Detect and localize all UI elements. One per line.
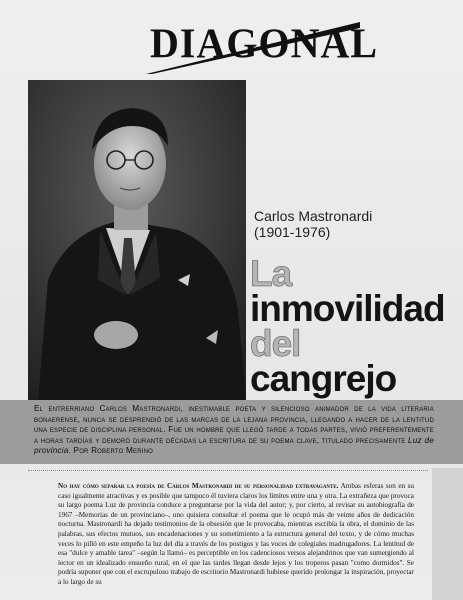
- masthead-title: DIAGONAL: [150, 19, 379, 68]
- headline-line-3: del: [250, 323, 301, 364]
- portrait-illustration: [28, 80, 246, 400]
- lead-byline: Por Roberto Merino: [73, 446, 153, 456]
- lead-paragraph: [34, 404, 434, 457]
- subject-name: Carlos Mastronardi: [254, 208, 373, 224]
- divider: [28, 470, 428, 472]
- adjacent-column-fragment: [432, 468, 463, 600]
- author-portrait-photo: [28, 80, 246, 400]
- headline-line-2: inmovilidad: [250, 288, 445, 329]
- headline: [250, 253, 445, 399]
- article-body: [58, 482, 414, 588]
- subject-caption: [254, 208, 372, 240]
- body-text: Ambas esferas son en su caso igualmente atractivas y es posible que tampoco él tuviera claros los límites entre una y otra. La extrañeza que provoca su largo poema Luz de provincia conduce a preguntarse por la vida del autor; y, por cierto, al revisar su autobiografía de 1967 –Memorias de un provinciano–, uno quisiera consultar el poema que le ocupó más de veinte años de dedicación nocturna. Mastronardi ha dejado testimonios de la obsesión que le provocaba, mientras escribía la obra, el dominio de las palabras, sus efectos mutuos, sus encadenaciones y su sometimiento a la estructura general del texto, y de cómo muchas veces lo pilló en este empeño la luz del día a través de los postigos y las voces de colegiales madrugadores. La lentitud de esa "dulce y amable tarea" –según la llamó– es perceptible en los cadenciosos versos alejandrinos que van sumergiendo al lector en un idealizado ensueño rural, en el que las tardes llegan desde lejos y los troperos pasan "como dormidos". Se podría suponer que con el escrupuloso trabajo de escritorio Mastronardi hubiese querido prolongar la inspiración, proyectar a lo largo de su: [58, 482, 414, 586]
- lead-work-title: Luz de provincia.: [34, 435, 434, 456]
- body-opening: No hay cómo separar la poesía de Carlos Mastronardi de su personalidad extravagante.: [58, 482, 339, 490]
- headline-line-1: La: [250, 253, 292, 294]
- headline-line-4: cangrejo: [250, 358, 397, 399]
- masthead: [146, 12, 379, 74]
- lead-text: El entrerriano Carlos Mastronardi, inestimable poeta y silencioso animador de la vida literaria bonaerense, nunca se desprendió de las marcas de la lejana provincia, llegando a hacer de la lentitud una especie de disciplina personal. Fue un hombre que llegó tarde a todas partes, vivió preferentemente a horas tardías y demoró durante décadas la escritura de su poema clave, titulado precisamente: [34, 404, 434, 445]
- subject-years: (1901-1976): [254, 224, 331, 240]
